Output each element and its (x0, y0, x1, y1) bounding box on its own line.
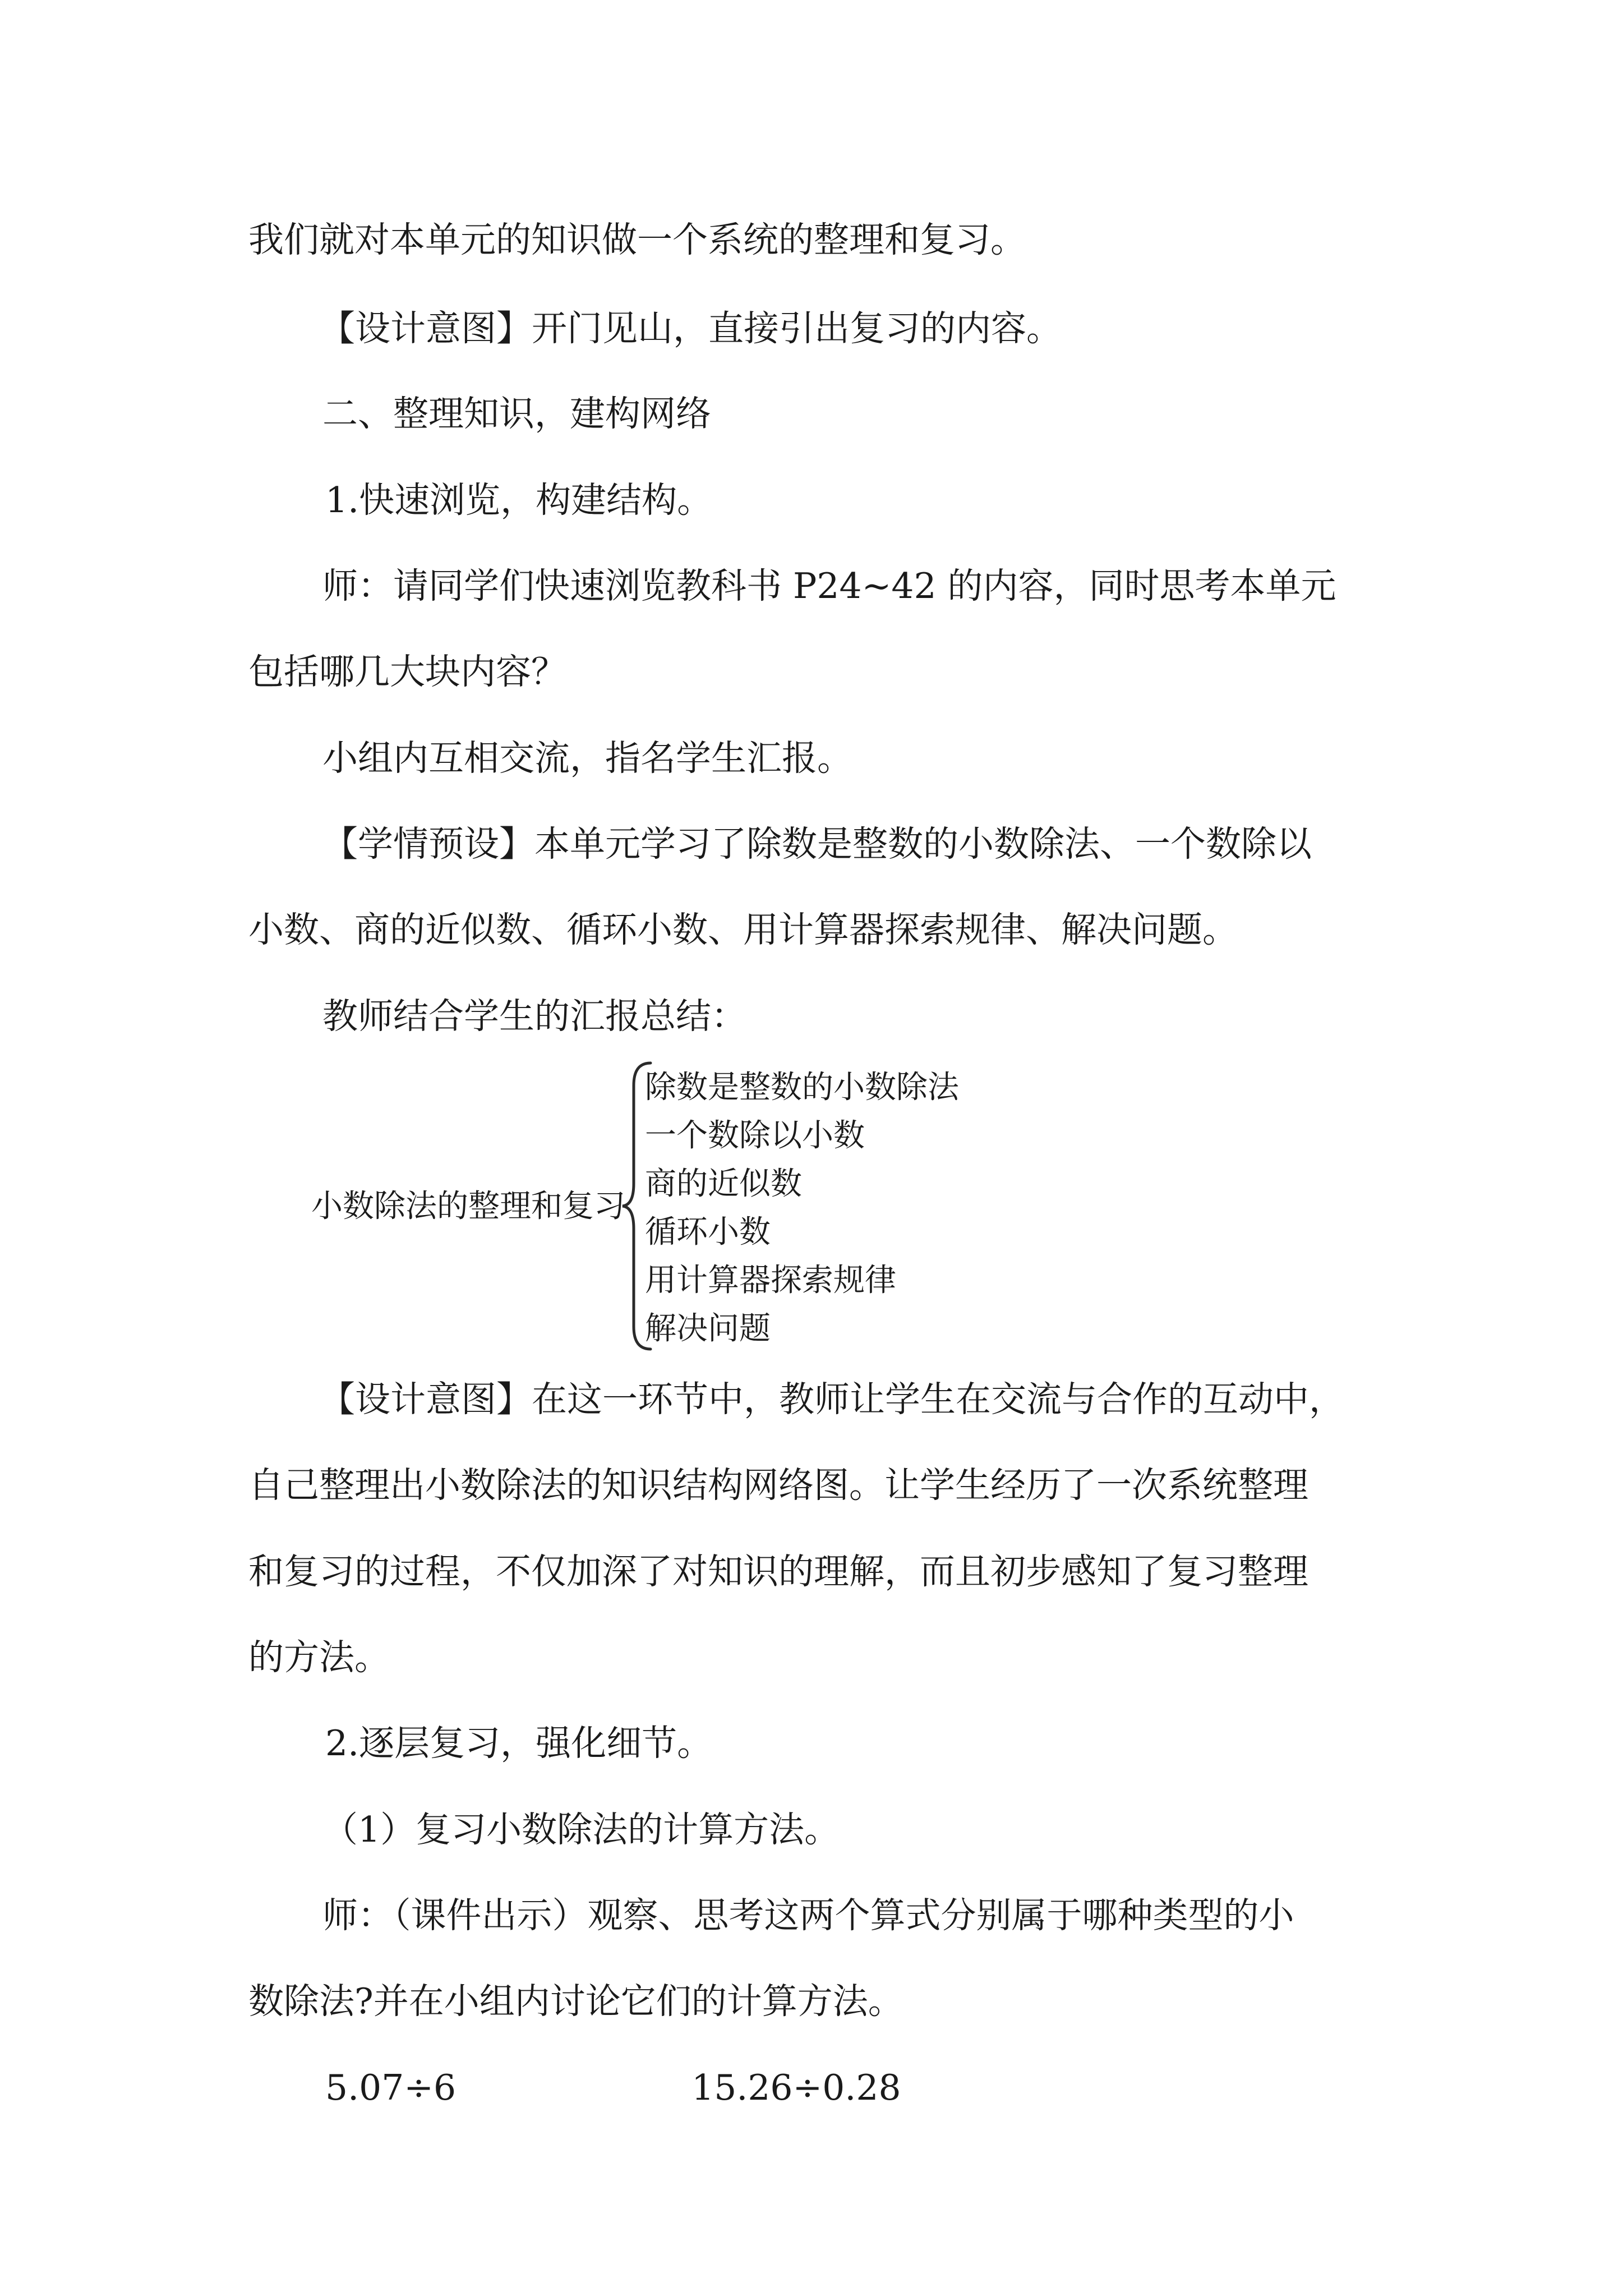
subsection-heading-2: 2.逐层复习，强化细节。 (325, 1723, 713, 1764)
paragraph-preset-line-2: 小数、商的近似数、循环小数、用计算器探索规律、解决问题。 (248, 909, 1238, 950)
diagram-branch-4: 循环小数 (645, 1214, 771, 1250)
section-heading-2: 二、整理知识，建构网络 (322, 393, 711, 434)
diagram-root-label: 小数除法的整理和复习 (311, 1188, 625, 1225)
paragraph-preset-line-1: 【学情预设】本单元学习了除数是整数的小数除法、一个数除以 (322, 823, 1312, 864)
paragraph-design-intent-2-line-2: 自己整理出小数除法的知识结构网络图。让学生经历了一次系统整理 (248, 1465, 1308, 1506)
diagram-branch-2: 一个数除以小数 (645, 1117, 865, 1154)
paragraph-design-intent-2-line-1: 【设计意图】在这一环节中，教师让学生在交流与合作的互动中， (320, 1379, 1344, 1420)
item-heading-1: （1）复习小数除法的计算方法。 (322, 1809, 840, 1850)
paragraph-teacher-prompt-line-1: 师：请同学们快速浏览教科书 P24~42 的内容，同时思考本单元 (322, 565, 1336, 606)
paragraph-design-intent-2-line-4: 的方法。 (248, 1637, 390, 1678)
expression-1: 5.07÷6 (325, 2067, 457, 2108)
subsection-heading-1: 1.快速浏览，构建结构。 (325, 480, 713, 521)
paragraph-group-discussion: 小组内互相交流，指名学生汇报。 (322, 738, 852, 779)
paragraph-teacher-prompt-line-2: 包括哪几大块内容？ (248, 651, 566, 692)
expression-row (325, 2065, 901, 2110)
paragraph-1: 我们就对本单元的知识做一个系统的整理和复习。 (248, 219, 1026, 260)
paragraph-observe-line-2: 数除法?并在小组内讨论它们的计算方法。 (248, 1981, 903, 2022)
paragraph-summary-intro: 教师结合学生的汇报总结： (322, 996, 746, 1037)
diagram-branch-1: 除数是整数的小数除法 (645, 1069, 959, 1106)
paragraph-design-intent-2-line-3: 和复习的过程，不仅加深了对知识的理解，而且初步感知了复习整理 (248, 1551, 1308, 1592)
diagram-branch-3: 商的近似数 (645, 1166, 802, 1202)
expression-2: 15.26÷0.28 (691, 2067, 901, 2108)
paragraph-observe-line-1: 师：（课件出示）观察、思考这两个算式分别属于哪种类型的小 (322, 1895, 1294, 1936)
diagram-branch-6: 解决问题 (645, 1310, 771, 1347)
diagram-branch-5: 用计算器探索规律 (645, 1262, 896, 1299)
paragraph-design-intent-1: 【设计意图】开门见山，直接引出复习的内容。 (320, 308, 1062, 349)
